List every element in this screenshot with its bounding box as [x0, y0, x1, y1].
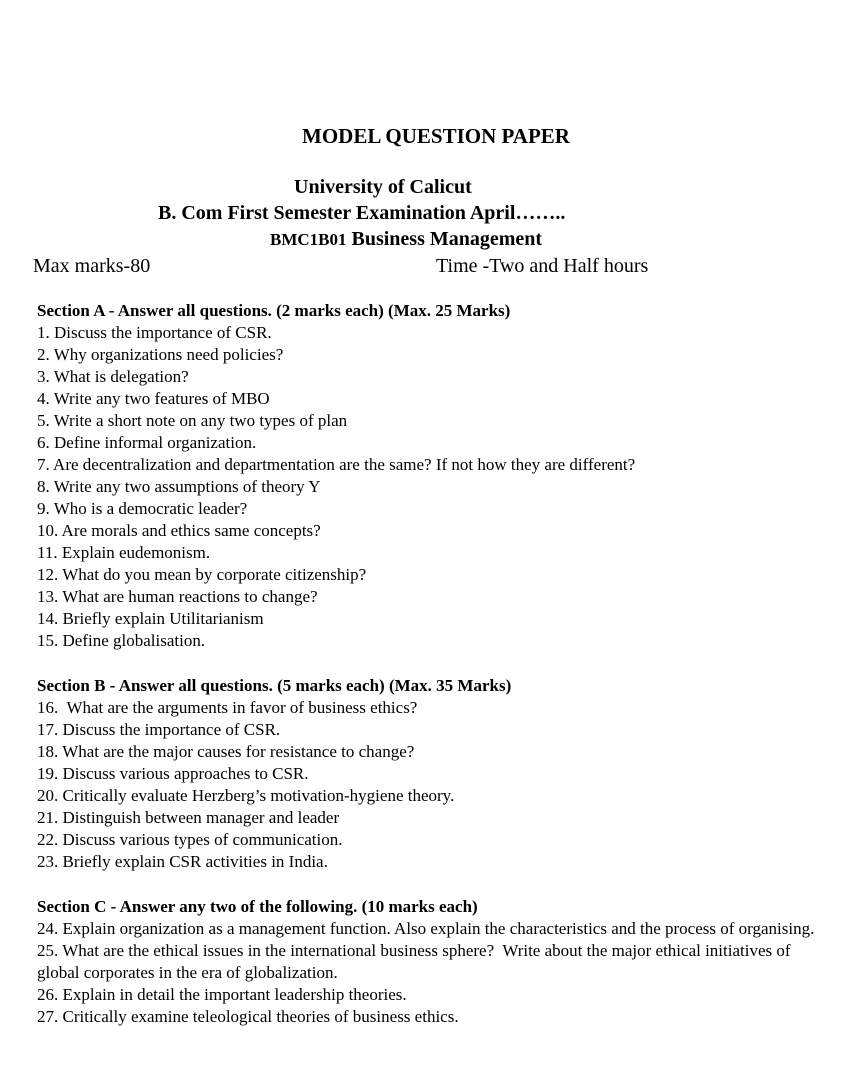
max-marks: Max marks-80 [33, 255, 151, 277]
question-item: 14. Briefly explain Utilitarianism [37, 609, 264, 628]
section-a [37, 300, 837, 652]
question-item: 24. Explain organization as a management function. Also explain the characteristics and the process of organising. [37, 919, 815, 938]
question-item: 11. Explain eudemonism. [37, 543, 211, 562]
question-item: 16. What are the arguments in favor of business ethics? [37, 698, 418, 717]
section-c [37, 896, 837, 1028]
question-item: 21. Distinguish between manager and leader [37, 808, 340, 827]
question-item: 6. Define informal organization. [37, 433, 257, 452]
question-item: 23. Briefly explain CSR activities in India. [37, 852, 328, 871]
question-item: 10. Are morals and ethics same concepts? [37, 521, 321, 540]
exam-name: B. Com First Semester Examination April…….. [158, 202, 566, 224]
paper-title: MODEL QUESTION PAPER [302, 124, 570, 148]
question-item: 9. Who is a democratic leader? [37, 499, 248, 518]
section-a-heading: Section A - Answer all questions. (2 marks each) (Max. 25 Marks) [37, 301, 511, 320]
course-title [270, 228, 542, 251]
question-item: 3. What is delegation? [37, 367, 189, 386]
question-item: 8. Write any two assumptions of theory Y [37, 477, 321, 496]
section-c-questions [37, 918, 837, 1028]
section-c-heading: Section C - Answer any two of the following. (10 marks each) [37, 897, 478, 916]
question-item: 19. Discuss various approaches to CSR. [37, 764, 309, 783]
section-a-questions [37, 322, 837, 652]
question-item: 1. Discuss the importance of CSR. [37, 323, 272, 342]
course-name: Business Management [346, 228, 543, 250]
question-item: 5. Write a short note on any two types of plan [37, 411, 348, 430]
question-item: 27. Critically examine teleological theories of business ethics. [37, 1007, 459, 1026]
question-item: 18. What are the major causes for resistance to change? [37, 742, 415, 761]
question-item: 2. Why organizations need policies? [37, 345, 284, 364]
question-item: 15. Define globalisation. [37, 631, 206, 650]
question-item: 17. Discuss the importance of CSR. [37, 720, 281, 739]
course-code: BMC1B01 [270, 230, 347, 249]
question-item: 12. What do you mean by corporate citizenship? [37, 565, 367, 584]
question-item: 13. What are human reactions to change? [37, 587, 318, 606]
university-name: University of Calicut [294, 176, 472, 198]
section-b-questions [37, 697, 837, 873]
question-item: 22. Discuss various types of communication. [37, 830, 343, 849]
section-b [37, 675, 837, 873]
question-item: 20. Critically evaluate Herzberg’s motivation-hygiene theory. [37, 786, 455, 805]
question-item: 4. Write any two features of MBO [37, 389, 270, 408]
question-item: 26. Explain in detail the important leadership theories. [37, 985, 407, 1004]
question-item: 7. Are decentralization and departmentation are the same? If not how they are different? [37, 455, 636, 474]
question-item: 25. What are the ethical issues in the international business sphere? Write about the major ethical initiatives of global corporates in the era of globalization. [37, 941, 795, 982]
section-b-heading: Section B - Answer all questions. (5 marks each) (Max. 35 Marks) [37, 676, 512, 695]
exam-time: Time -Two and Half hours [436, 255, 649, 277]
